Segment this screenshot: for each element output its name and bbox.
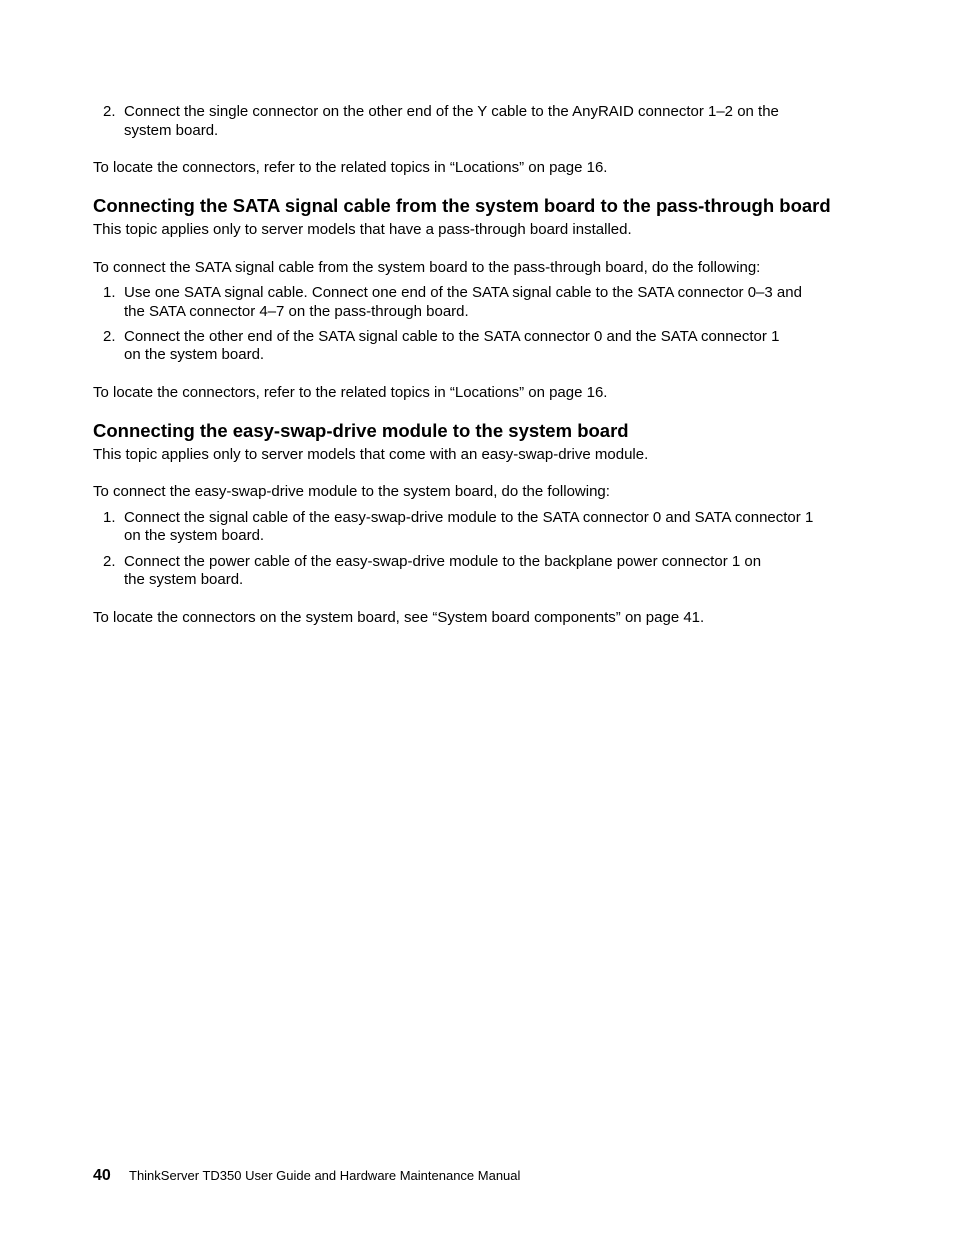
section-heading: Connecting the SATA signal cable from the system board to the pass-through board xyxy=(93,195,831,216)
locate-connectors-text: To locate the connectors on the system board, see “System board components” on page 41. xyxy=(93,609,705,626)
locate-connectors-text: To locate the connectors, refer to the related topics in “Locations” on page 16. xyxy=(93,384,608,401)
procedure-lead: To connect the SATA signal cable from the system board to the pass-through board, do the following: xyxy=(93,259,761,276)
step-text: on the system board. xyxy=(124,346,265,363)
step-text: Connect the signal cable of the easy-swap-drive module to the SATA connector 0 and SATA connector 1 xyxy=(124,509,814,526)
step-text: Connect the power cable of the easy-swap-drive module to the backplane power connector 1 on xyxy=(124,553,762,570)
locate-connectors-text: To locate the connectors, refer to the related topics in “Locations” on page 16. xyxy=(93,159,608,176)
step-text: the SATA connector 4–7 on the pass-through board. xyxy=(124,303,469,320)
step-text: Use one SATA signal cable. Connect one end of the SATA signal cable to the SATA connector 0–3 and xyxy=(124,284,802,301)
step-number: 1. xyxy=(103,509,116,526)
step-number: 2. xyxy=(103,553,116,570)
list-item-number: 2. xyxy=(103,103,116,120)
list-item-text: Connect the single connector on the other end of the Y cable to the AnyRAID connector 1–2 on the xyxy=(124,103,779,120)
section-heading: Connecting the easy-swap-drive module to the system board xyxy=(93,420,629,441)
procedure-lead: To connect the easy-swap-drive module to the system board, do the following: xyxy=(93,483,610,500)
section-intro: This topic applies only to server models that come with an easy-swap-drive module. xyxy=(93,446,649,463)
section-intro: This topic applies only to server models that have a pass-through board installed. xyxy=(93,221,632,238)
step-number: 1. xyxy=(103,284,116,301)
step-number: 2. xyxy=(103,328,116,345)
step-text: on the system board. xyxy=(124,527,265,544)
page-number: 40 xyxy=(93,1167,111,1184)
list-item-text: system board. xyxy=(124,122,219,139)
step-text: Connect the other end of the SATA signal cable to the SATA connector 0 and the SATA connector 1 xyxy=(124,328,780,345)
running-footer-title: ThinkServer TD350 User Guide and Hardware Maintenance Manual xyxy=(129,1168,521,1183)
step-text: the system board. xyxy=(124,571,244,588)
